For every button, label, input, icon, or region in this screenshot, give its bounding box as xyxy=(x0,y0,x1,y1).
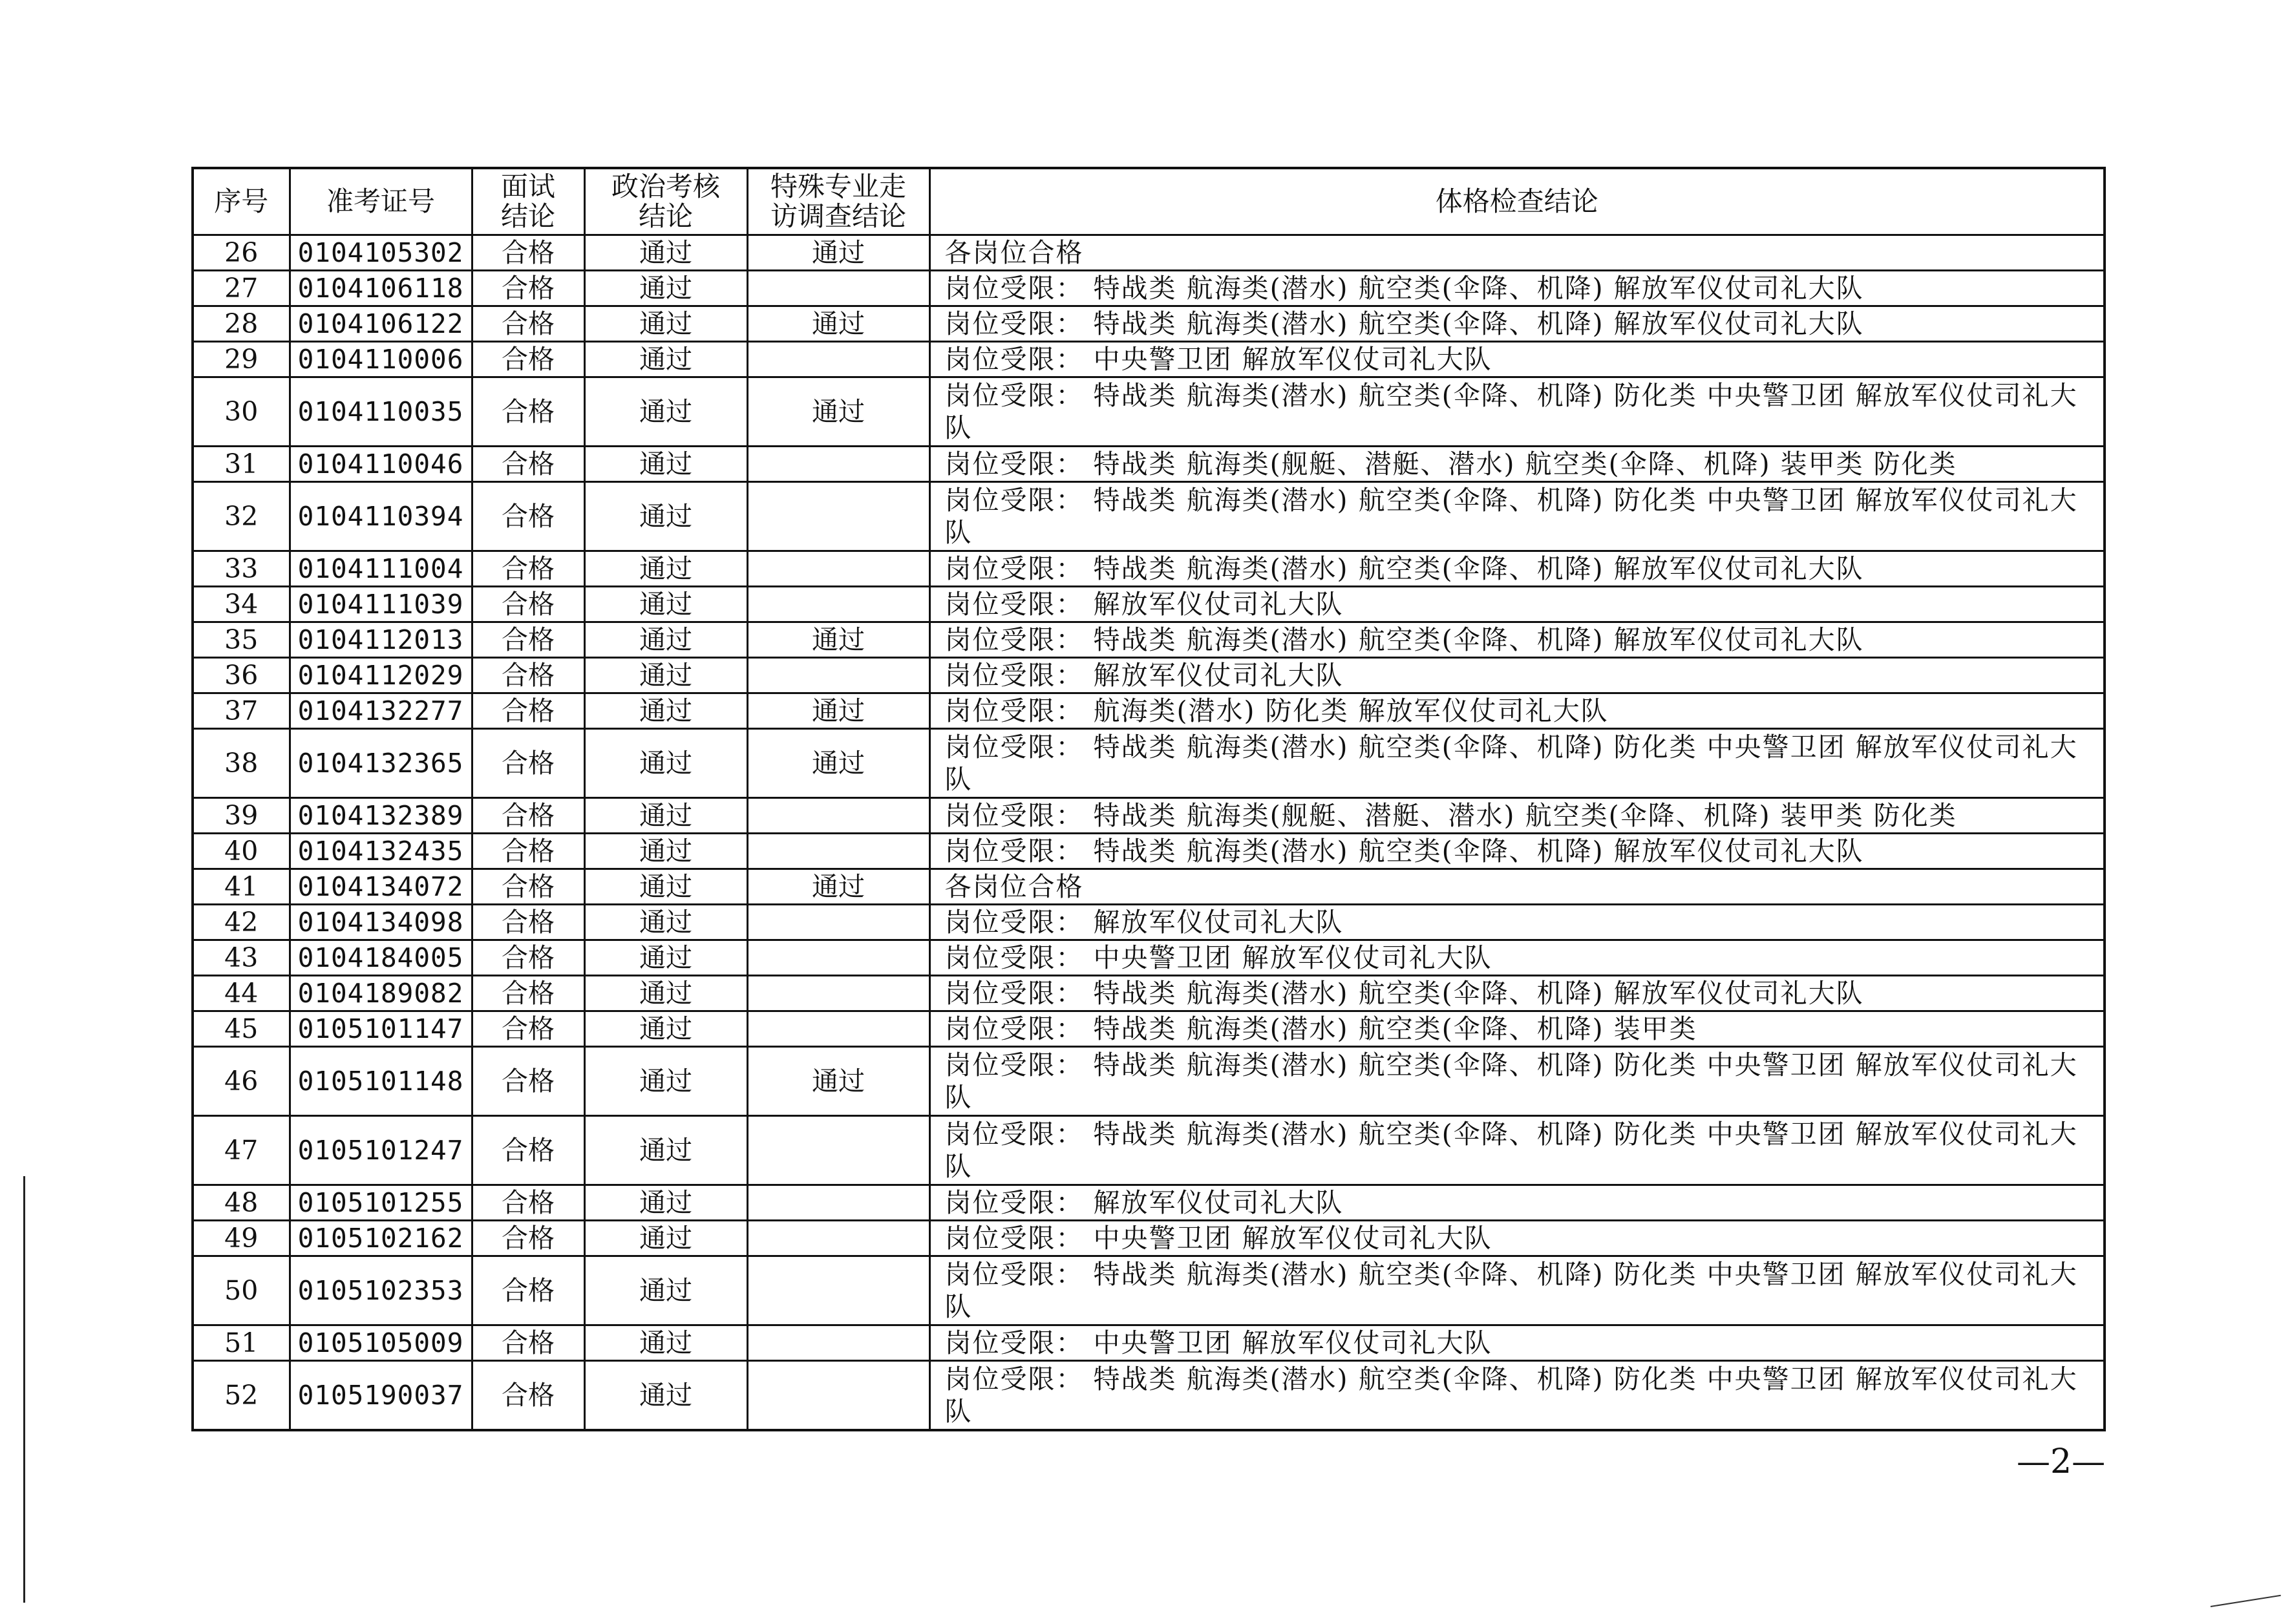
cell-interview: 合格 xyxy=(472,658,584,693)
cell-political: 通过 xyxy=(584,729,747,798)
cell-ticket: 0104132365 xyxy=(290,729,472,798)
cell-political: 通过 xyxy=(584,271,747,306)
cell-special: 通过 xyxy=(747,622,929,658)
cell-interview: 合格 xyxy=(472,1325,584,1361)
cell-ticket: 0104110394 xyxy=(290,482,472,551)
header-political: 政治考核 结论 xyxy=(584,168,747,235)
cell-seq: 38 xyxy=(193,729,290,798)
table-row xyxy=(193,551,2105,587)
cell-seq: 46 xyxy=(193,1047,290,1116)
cell-ticket: 0105101255 xyxy=(290,1185,472,1221)
cell-ticket: 0104132435 xyxy=(290,834,472,869)
cell-interview: 合格 xyxy=(472,905,584,940)
table-row xyxy=(193,729,2105,798)
cell-seq: 32 xyxy=(193,482,290,551)
cell-special xyxy=(747,1361,929,1431)
cell-special: 通过 xyxy=(747,306,929,342)
cell-political: 通过 xyxy=(584,1047,747,1116)
cell-special: 通过 xyxy=(747,693,929,729)
results-table xyxy=(191,167,2106,1431)
table-row xyxy=(193,869,2105,905)
table-row xyxy=(193,377,2105,447)
header-row xyxy=(193,168,2105,235)
table-row xyxy=(193,235,2105,271)
cell-seq: 37 xyxy=(193,693,290,729)
cell-political: 通过 xyxy=(584,1361,747,1431)
cell-special xyxy=(747,976,929,1011)
cell-physical: 岗位受限： 特战类 航海类(潜水) 航空类(伞降、机降) 防化类 中央警卫团 解放军仪仗司礼大队 xyxy=(929,1256,2105,1325)
cell-ticket: 0105101148 xyxy=(290,1047,472,1116)
cell-political: 通过 xyxy=(584,1116,747,1185)
cell-special xyxy=(747,658,929,693)
cell-seq: 47 xyxy=(193,1116,290,1185)
cell-interview: 合格 xyxy=(472,1185,584,1221)
cell-physical: 岗位受限： 中央警卫团 解放军仪仗司礼大队 xyxy=(929,1221,2105,1256)
cell-physical: 岗位受限： 特战类 航海类(潜水) 航空类(伞降、机降) 防化类 中央警卫团 解放军仪仗司礼大队 xyxy=(929,1047,2105,1116)
table-row xyxy=(193,905,2105,940)
cell-ticket: 0105105009 xyxy=(290,1325,472,1361)
cell-special xyxy=(747,1325,929,1361)
cell-physical: 岗位受限： 中央警卫团 解放军仪仗司礼大队 xyxy=(929,1325,2105,1361)
cell-interview: 合格 xyxy=(472,235,584,271)
cell-ticket: 0104134072 xyxy=(290,869,472,905)
cell-special: 通过 xyxy=(747,1047,929,1116)
cell-seq: 42 xyxy=(193,905,290,940)
cell-seq: 51 xyxy=(193,1325,290,1361)
cell-political: 通过 xyxy=(584,658,747,693)
table-row xyxy=(193,622,2105,658)
cell-interview: 合格 xyxy=(472,940,584,976)
cell-interview: 合格 xyxy=(472,1221,584,1256)
cell-physical: 岗位受限： 特战类 航海类(潜水) 航空类(伞降、机降) 装甲类 xyxy=(929,1011,2105,1047)
header-seq: 序号 xyxy=(193,168,290,235)
table-row xyxy=(193,1047,2105,1116)
table-row xyxy=(193,482,2105,551)
cell-interview: 合格 xyxy=(472,1361,584,1431)
cell-special xyxy=(747,798,929,834)
cell-political: 通过 xyxy=(584,622,747,658)
cell-political: 通过 xyxy=(584,377,747,447)
header-physical: 体格检查结论 xyxy=(929,168,2105,235)
cell-seq: 31 xyxy=(193,447,290,482)
table-row xyxy=(193,1325,2105,1361)
cell-ticket: 0104112029 xyxy=(290,658,472,693)
cell-physical: 岗位受限： 特战类 航海类(潜水) 航空类(伞降、机降) 解放军仪仗司礼大队 xyxy=(929,976,2105,1011)
cell-physical: 岗位受限： 解放军仪仗司礼大队 xyxy=(929,587,2105,622)
cell-physical: 岗位受限： 解放军仪仗司礼大队 xyxy=(929,905,2105,940)
cell-seq: 29 xyxy=(193,342,290,377)
cell-ticket: 0105190037 xyxy=(290,1361,472,1431)
table-row xyxy=(193,693,2105,729)
cell-seq: 28 xyxy=(193,306,290,342)
cell-political: 通过 xyxy=(584,693,747,729)
cell-physical: 岗位受限： 特战类 航海类(潜水) 航空类(伞降、机降) 解放军仪仗司礼大队 xyxy=(929,834,2105,869)
cell-ticket: 0104110006 xyxy=(290,342,472,377)
cell-special xyxy=(747,587,929,622)
cell-special xyxy=(747,271,929,306)
cell-political: 通过 xyxy=(584,235,747,271)
cell-physical: 岗位受限： 特战类 航海类(潜水) 航空类(伞降、机降) 解放军仪仗司礼大队 xyxy=(929,551,2105,587)
cell-physical: 岗位受限： 特战类 航海类(舰艇、潜艇、潜水) 航空类(伞降、机降) 装甲类 防化类 xyxy=(929,447,2105,482)
cell-political: 通过 xyxy=(584,798,747,834)
table-row xyxy=(193,658,2105,693)
cell-ticket: 0104132277 xyxy=(290,693,472,729)
cell-ticket: 0104111039 xyxy=(290,587,472,622)
cell-interview: 合格 xyxy=(472,377,584,447)
table-row xyxy=(193,798,2105,834)
page-number: —2— xyxy=(2017,1442,2106,1481)
cell-special xyxy=(747,1256,929,1325)
table-row xyxy=(193,1116,2105,1185)
cell-physical: 岗位受限： 航海类(潜水) 防化类 解放军仪仗司礼大队 xyxy=(929,693,2105,729)
cell-interview: 合格 xyxy=(472,551,584,587)
cell-ticket: 0105101247 xyxy=(290,1116,472,1185)
cell-interview: 合格 xyxy=(472,1256,584,1325)
table-row xyxy=(193,1221,2105,1256)
cell-political: 通过 xyxy=(584,482,747,551)
cell-interview: 合格 xyxy=(472,869,584,905)
cell-seq: 43 xyxy=(193,940,290,976)
cell-seq: 27 xyxy=(193,271,290,306)
cell-interview: 合格 xyxy=(472,342,584,377)
cell-seq: 26 xyxy=(193,235,290,271)
cell-seq: 45 xyxy=(193,1011,290,1047)
cell-special xyxy=(747,1185,929,1221)
cell-seq: 49 xyxy=(193,1221,290,1256)
header-interview: 面试 结论 xyxy=(472,168,584,235)
cell-seq: 40 xyxy=(193,834,290,869)
cell-special xyxy=(747,342,929,377)
header-ticket: 准考证号 xyxy=(290,168,472,235)
cell-interview: 合格 xyxy=(472,622,584,658)
cell-physical: 岗位受限： 特战类 航海类(潜水) 航空类(伞降、机降) 防化类 中央警卫团 解放军仪仗司礼大队 xyxy=(929,1116,2105,1185)
cell-political: 通过 xyxy=(584,551,747,587)
cell-political: 通过 xyxy=(584,1221,747,1256)
cell-special: 通过 xyxy=(747,729,929,798)
cell-ticket: 0105101147 xyxy=(290,1011,472,1047)
cell-physical: 岗位受限： 中央警卫团 解放军仪仗司礼大队 xyxy=(929,940,2105,976)
cell-physical: 岗位受限： 特战类 航海类(舰艇、潜艇、潜水) 航空类(伞降、机降) 装甲类 防化类 xyxy=(929,798,2105,834)
cell-political: 通过 xyxy=(584,306,747,342)
cell-physical: 岗位受限： 中央警卫团 解放军仪仗司礼大队 xyxy=(929,342,2105,377)
cell-ticket: 0104110046 xyxy=(290,447,472,482)
cell-physical: 各岗位合格 xyxy=(929,869,2105,905)
cell-physical: 岗位受限： 特战类 航海类(潜水) 航空类(伞降、机降) 防化类 中央警卫团 解放军仪仗司礼大队 xyxy=(929,377,2105,447)
cell-political: 通过 xyxy=(584,1325,747,1361)
cell-special xyxy=(747,482,929,551)
table-row xyxy=(193,587,2105,622)
table-body xyxy=(193,235,2105,1431)
cell-physical: 各岗位合格 xyxy=(929,235,2105,271)
cell-ticket: 0104134098 xyxy=(290,905,472,940)
cell-physical: 岗位受限： 特战类 航海类(潜水) 航空类(伞降、机降) 防化类 中央警卫团 解放军仪仗司礼大队 xyxy=(929,729,2105,798)
cell-interview: 合格 xyxy=(472,1047,584,1116)
cell-interview: 合格 xyxy=(472,798,584,834)
cell-ticket: 0104184005 xyxy=(290,940,472,976)
cell-special xyxy=(747,1116,929,1185)
cell-interview: 合格 xyxy=(472,306,584,342)
cell-special: 通过 xyxy=(747,377,929,447)
table-row xyxy=(193,271,2105,306)
cell-political: 通过 xyxy=(584,1011,747,1047)
cell-physical: 岗位受限： 特战类 航海类(潜水) 航空类(伞降、机降) 防化类 中央警卫团 解放军仪仗司礼大队 xyxy=(929,482,2105,551)
cell-seq: 36 xyxy=(193,658,290,693)
table-row xyxy=(193,940,2105,976)
bottom-stroke xyxy=(2211,1595,2281,1607)
cell-special xyxy=(747,551,929,587)
cell-interview: 合格 xyxy=(472,587,584,622)
cell-interview: 合格 xyxy=(472,482,584,551)
cell-interview: 合格 xyxy=(472,271,584,306)
table-row xyxy=(193,1256,2105,1325)
cell-interview: 合格 xyxy=(472,976,584,1011)
cell-ticket: 0104132389 xyxy=(290,798,472,834)
cell-political: 通过 xyxy=(584,587,747,622)
cell-ticket: 0104105302 xyxy=(290,235,472,271)
cell-seq: 44 xyxy=(193,976,290,1011)
binding-line xyxy=(23,1176,25,1603)
table-row xyxy=(193,1361,2105,1431)
cell-political: 通过 xyxy=(584,976,747,1011)
cell-special xyxy=(747,940,929,976)
cell-interview: 合格 xyxy=(472,1116,584,1185)
table-row xyxy=(193,1011,2105,1047)
cell-political: 通过 xyxy=(584,869,747,905)
cell-special xyxy=(747,1011,929,1047)
cell-political: 通过 xyxy=(584,905,747,940)
cell-political: 通过 xyxy=(584,342,747,377)
table-row xyxy=(193,447,2105,482)
cell-special xyxy=(747,905,929,940)
table-row xyxy=(193,976,2105,1011)
table-header xyxy=(193,168,2105,235)
cell-physical: 岗位受限： 特战类 航海类(潜水) 航空类(伞降、机降) 解放军仪仗司礼大队 xyxy=(929,271,2105,306)
cell-ticket: 0105102353 xyxy=(290,1256,472,1325)
cell-special xyxy=(747,834,929,869)
cell-seq: 52 xyxy=(193,1361,290,1431)
cell-ticket: 0104106118 xyxy=(290,271,472,306)
header-special: 特殊专业走 访调查结论 xyxy=(747,168,929,235)
cell-interview: 合格 xyxy=(472,1011,584,1047)
cell-seq: 34 xyxy=(193,587,290,622)
cell-physical: 岗位受限： 解放军仪仗司礼大队 xyxy=(929,658,2105,693)
cell-ticket: 0104110035 xyxy=(290,377,472,447)
table-row xyxy=(193,342,2105,377)
cell-physical: 岗位受限： 解放军仪仗司礼大队 xyxy=(929,1185,2105,1221)
cell-ticket: 0104112013 xyxy=(290,622,472,658)
cell-seq: 35 xyxy=(193,622,290,658)
cell-seq: 41 xyxy=(193,869,290,905)
cell-interview: 合格 xyxy=(472,693,584,729)
cell-special: 通过 xyxy=(747,235,929,271)
cell-special xyxy=(747,1221,929,1256)
cell-interview: 合格 xyxy=(472,729,584,798)
cell-ticket: 0104189082 xyxy=(290,976,472,1011)
cell-interview: 合格 xyxy=(472,447,584,482)
cell-interview: 合格 xyxy=(472,834,584,869)
cell-physical: 岗位受限： 特战类 航海类(潜水) 航空类(伞降、机降) 解放军仪仗司礼大队 xyxy=(929,306,2105,342)
table-row xyxy=(193,306,2105,342)
cell-ticket: 0104106122 xyxy=(290,306,472,342)
cell-seq: 39 xyxy=(193,798,290,834)
cell-seq: 30 xyxy=(193,377,290,447)
cell-seq: 33 xyxy=(193,551,290,587)
cell-political: 通过 xyxy=(584,940,747,976)
cell-seq: 50 xyxy=(193,1256,290,1325)
cell-special xyxy=(747,447,929,482)
table-row xyxy=(193,834,2105,869)
cell-political: 通过 xyxy=(584,447,747,482)
cell-seq: 48 xyxy=(193,1185,290,1221)
cell-physical: 岗位受限： 特战类 航海类(潜水) 航空类(伞降、机降) 防化类 中央警卫团 解放军仪仗司礼大队 xyxy=(929,1361,2105,1431)
cell-political: 通过 xyxy=(584,1256,747,1325)
cell-ticket: 0105102162 xyxy=(290,1221,472,1256)
cell-ticket: 0104111004 xyxy=(290,551,472,587)
cell-political: 通过 xyxy=(584,834,747,869)
table-row xyxy=(193,1185,2105,1221)
cell-special: 通过 xyxy=(747,869,929,905)
cell-physical: 岗位受限： 特战类 航海类(潜水) 航空类(伞降、机降) 解放军仪仗司礼大队 xyxy=(929,622,2105,658)
cell-political: 通过 xyxy=(584,1185,747,1221)
